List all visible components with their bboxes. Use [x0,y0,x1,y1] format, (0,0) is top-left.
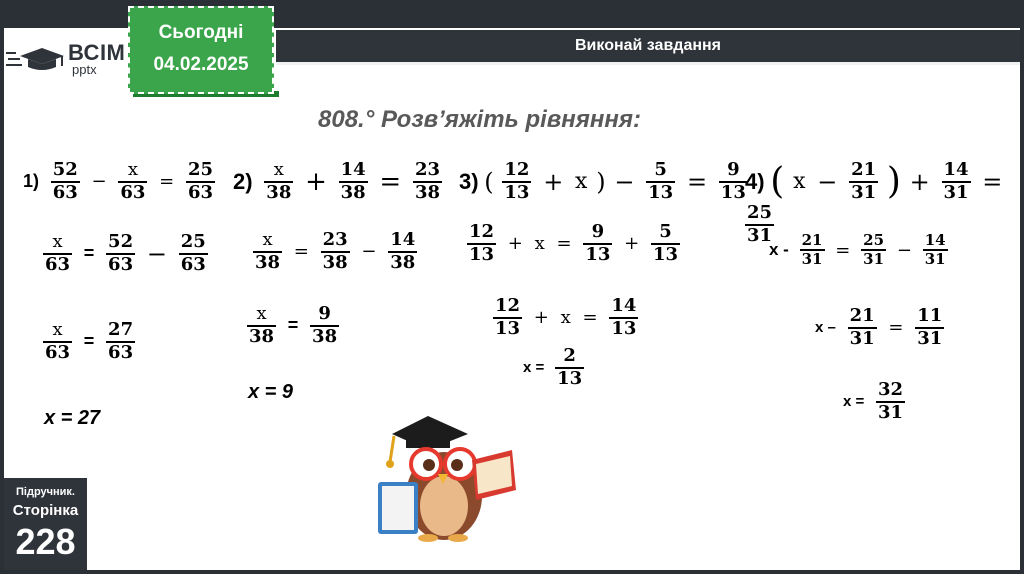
fraction-denominator: 31 [801,250,823,269]
eq3-line3 [520,346,587,389]
fraction [43,232,72,275]
fraction [651,222,680,265]
fraction-numerator: 52 [106,232,135,255]
task-title: 808.° Розв’яжіть рівняння: [318,106,642,133]
eq4-label: 4) [745,168,765,194]
fraction-numerator: x [43,320,72,343]
math-symbol: = [835,239,851,261]
fraction [179,232,208,275]
fraction [413,160,442,203]
math-symbol: = [982,167,1003,196]
fraction-denominator: 31 [943,181,969,203]
fraction [609,296,638,339]
fraction-numerator: 11 [915,306,944,329]
eq2-answer: x = 9 [248,381,294,403]
fraction [861,232,886,269]
math-symbol: − [614,167,635,196]
fraction [51,160,80,203]
page-label-1: Підручник. [16,486,75,498]
eq4-line1 [766,232,951,269]
fraction-numerator: 21 [849,160,878,183]
fraction-numerator: 23 [321,230,350,253]
logo-text: ВСІМ [68,40,126,65]
fraction-denominator: 38 [340,181,366,203]
math-symbol: + [533,307,549,329]
eq3-line1 [464,222,683,265]
fraction-denominator: 31 [849,327,875,349]
math-symbol: + [305,166,327,197]
fraction-numerator: 25 [861,232,886,251]
fraction [388,230,417,273]
fraction-denominator: 63 [180,253,206,275]
fraction-denominator: 13 [652,243,679,265]
fraction-numerator: 9 [583,222,612,245]
eq1-line0 [20,160,218,203]
fraction-denominator: 13 [495,317,521,339]
fraction-numerator: 14 [923,232,948,251]
fraction-numerator: 12 [502,160,531,183]
math-symbol: ) [596,167,606,196]
math-symbol: = [83,331,95,352]
fraction [502,160,531,203]
header-title: Виконай завдання [276,30,1020,65]
eq2-line2 [244,304,342,347]
fraction-numerator: 14 [339,160,368,183]
fraction-denominator: 38 [414,181,441,203]
fraction [848,306,877,349]
fraction-denominator: 31 [878,401,904,423]
fraction-numerator: 25 [179,232,208,255]
fraction-denominator: 38 [390,251,416,273]
math-symbol: x [560,307,571,329]
fraction-denominator: 13 [720,181,746,203]
fraction [583,222,612,265]
math-symbol: x = [843,393,865,411]
eq3-label: 3) [459,168,479,194]
fraction [646,160,675,203]
math-symbol: x [575,169,588,195]
fraction-denominator: 13 [557,367,583,389]
fraction-numerator: 25 [745,203,774,226]
fraction [253,230,282,273]
eq1-line2 [40,320,138,363]
math-symbol: + [507,233,523,255]
fraction [247,304,276,347]
fraction-numerator: 14 [942,160,971,183]
fraction [915,306,944,349]
fraction-numerator: 52 [51,160,80,183]
fraction [118,160,147,203]
fraction-denominator: 63 [120,181,146,203]
eq3-line2 [490,296,641,339]
math-symbol: = [582,307,598,329]
fraction-numerator: 27 [106,320,135,343]
fraction-numerator: 25 [186,160,215,183]
fraction-numerator: 21 [848,306,877,329]
fraction [942,160,971,203]
fraction-numerator: 12 [467,222,496,245]
math-symbol: = [556,233,572,255]
fraction [849,160,878,203]
fraction-numerator: 32 [876,380,905,403]
logo-subtext: pptx [72,62,97,77]
fraction [310,304,339,347]
fraction-numerator: x [247,304,276,327]
eq2-line0 [230,160,445,203]
fraction-denominator: 31 [863,250,885,269]
fraction-numerator: 21 [800,232,825,251]
fraction-denominator: 38 [266,181,292,203]
fraction-denominator: 31 [924,250,946,269]
fraction-numerator: 9 [719,160,748,183]
textbook-page-box [4,478,87,570]
math-symbol: ( [484,167,494,196]
page-label-2: Сторінка [12,502,79,519]
eq1-answer: x = 27 [44,407,101,429]
fraction-denominator: 13 [648,181,674,203]
math-symbol: x - [769,240,789,260]
date-badge-label: Сьогодні [158,22,244,43]
math-symbol: x = [523,359,545,377]
date-badge [128,6,274,94]
math-symbol: − [817,167,838,196]
date-badge-date: 04.02.2025 [153,54,249,75]
math-symbol: = [686,167,708,196]
eq2-line1 [250,230,420,273]
math-symbol: − [146,239,167,268]
fraction-numerator: 5 [651,222,680,245]
fraction-denominator: 13 [504,181,530,203]
fraction [467,222,496,265]
fraction-numerator: x [43,232,72,255]
math-symbol: − [896,239,912,261]
eq1-label: 1) [23,171,40,192]
math-symbol: = [159,171,175,193]
fraction-denominator: 63 [45,253,71,275]
fraction [106,232,135,275]
math-symbol: + [909,167,930,196]
parenthesis: ( [770,161,785,203]
math-symbol: = [287,315,299,336]
fraction-numerator: 14 [609,296,638,319]
fraction-denominator: 63 [108,253,134,275]
eq3-line0 [456,160,751,203]
fraction [106,320,135,363]
fraction-denominator: 63 [45,341,71,363]
math-symbol: = [888,317,904,339]
math-symbol: x [793,169,806,195]
eq2-label: 2) [233,168,253,194]
fraction-numerator: 14 [388,230,417,253]
fraction-denominator: 13 [469,243,495,265]
eq4-line3 [840,380,908,423]
fraction-numerator: 9 [310,304,339,327]
fraction-numerator: x [118,160,147,183]
owl-icon [372,410,522,542]
fraction [264,160,293,203]
page-number: 228 [15,521,76,562]
fraction-denominator: 38 [322,251,348,273]
fraction-denominator: 63 [52,181,78,203]
fraction-numerator: x [264,160,293,183]
fraction-denominator: 63 [108,341,134,363]
math-symbol: = [83,243,95,264]
fraction [923,232,948,269]
math-symbol: x [534,233,545,255]
fraction-denominator: 38 [249,325,275,347]
fraction-numerator: 23 [413,160,442,183]
fraction [555,346,584,389]
fraction-numerator: x [253,230,282,253]
fraction [43,320,72,363]
math-symbol: x – [815,319,836,337]
math-symbol: + [543,167,564,196]
math-symbol: = [379,166,402,197]
fraction-numerator: 5 [646,160,675,183]
math-symbol: − [361,241,377,263]
eq1-line1 [40,232,211,275]
fraction [876,380,905,423]
fraction [339,160,368,203]
fraction-denominator: 31 [917,327,943,349]
math-symbol: = [293,241,309,263]
fraction-denominator: 63 [188,181,214,203]
fraction-denominator: 13 [585,243,611,265]
parenthesis: ) [886,161,901,203]
fraction-denominator: 31 [747,225,773,247]
fraction [800,232,825,269]
math-symbol: + [624,233,640,255]
fraction-numerator: 12 [493,296,522,319]
eq4-line2 [812,306,947,349]
fraction [321,230,350,273]
fraction-denominator: 38 [312,325,338,347]
fraction-denominator: 13 [611,317,637,339]
fraction-numerator: 2 [555,346,584,369]
fraction-denominator: 31 [851,181,877,203]
fraction [493,296,522,339]
fraction [186,160,215,203]
math-symbol: − [91,171,107,193]
fraction-denominator: 38 [255,251,281,273]
